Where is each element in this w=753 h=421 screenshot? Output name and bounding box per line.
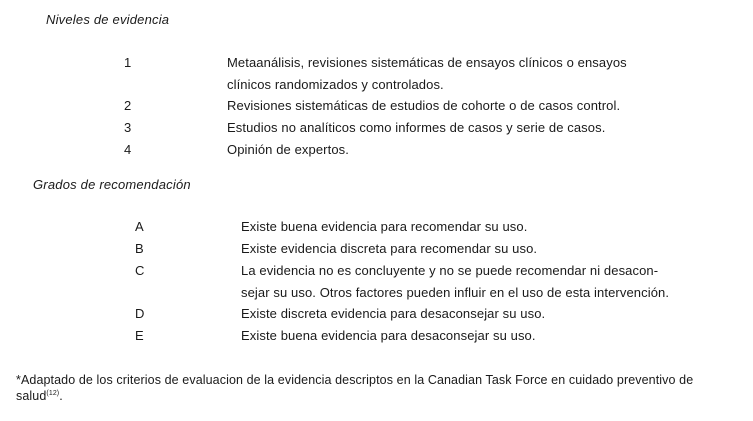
footnote-text: *Adaptado de los criterios de evaluacion de la evidencia descriptos en la Canadian Task Force en cuidado preventivo de salud <box>16 373 694 403</box>
grade-key-b: B <box>135 241 144 256</box>
footnote-end: . <box>59 389 63 403</box>
level-text-1-line-2: clínicos randomizados y controlados. <box>227 77 444 92</box>
grade-key-c: C <box>135 263 145 278</box>
footnote <box>16 372 736 404</box>
level-key-1: 1 <box>124 55 132 70</box>
level-text-2: Revisiones sistemáticas de estudios de cohorte o de casos control. <box>227 98 621 113</box>
grade-key-e: E <box>135 328 144 343</box>
level-key-4: 4 <box>124 142 132 157</box>
level-key-2: 2 <box>124 98 132 113</box>
grade-key-a: A <box>135 219 144 234</box>
level-key-3: 3 <box>124 120 132 135</box>
footnote-reference: (12) <box>46 389 60 397</box>
grade-text-b: Existe evidencia discreta para recomendar su uso. <box>241 241 538 256</box>
grade-text-c-line-2: sejar su uso. Otros factores pueden influir en el uso de esta intervención. <box>241 285 670 300</box>
grade-key-d: D <box>135 306 145 321</box>
grade-text-d: Existe discreta evidencia para desaconsejar su uso. <box>241 306 546 321</box>
level-text-3: Estudios no analíticos como informes de casos y serie de casos. <box>227 120 606 135</box>
level-text-4: Opinión de expertos. <box>227 142 349 157</box>
grades-heading: Grados de recomendación <box>33 177 191 192</box>
levels-heading: Niveles de evidencia <box>46 12 170 27</box>
grade-text-c-line-1: La evidencia no es concluyente y no se puede recomendar ni desacon- <box>241 263 659 278</box>
grade-text-e: Existe buena evidencia para desaconsejar su uso. <box>241 328 536 343</box>
grade-text-a: Existe buena evidencia para recomendar su uso. <box>241 219 528 234</box>
level-text-1-line-1: Metaanálisis, revisiones sistemáticas de ensayos clínicos o ensayos <box>227 55 627 70</box>
